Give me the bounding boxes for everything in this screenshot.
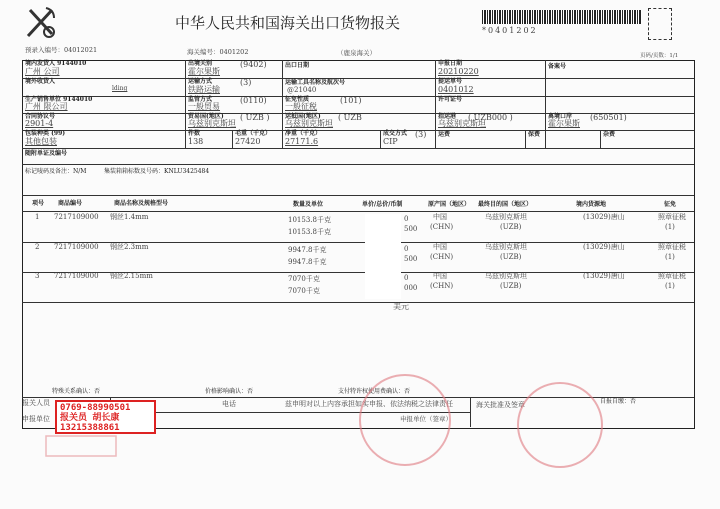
exit-port-value: 霍尔果斯 (188, 67, 220, 76)
transport-mode-value: 铁路运输 (188, 85, 220, 94)
goods-cell-levy: 照章征税 (658, 242, 686, 251)
producer-value: 广州 限公司 (25, 102, 68, 111)
goods-cell-qty1: 10153.8千克 (288, 216, 331, 224)
freight-label: 运费 (438, 131, 451, 138)
goods-cell-levy-code: (1) (665, 223, 675, 231)
col-header-source: 境内货源地 (576, 201, 607, 208)
exit-point-code: (650501) (590, 113, 627, 122)
dest-port-label: 指运港 (438, 113, 457, 120)
royalty: 支付特许权使用费确认：否 (338, 388, 411, 395)
col-header-levy: 征免 (664, 201, 677, 208)
barcode (482, 10, 642, 24)
document-title: 中华人民共和国海关出口货物报关 (175, 14, 401, 32)
net-label: 净重（千克） (285, 130, 322, 137)
seal-label: 申报单位（签章） (400, 415, 452, 423)
docs-label: 随附单证及编号 (25, 150, 68, 157)
goods-cell-no: 3 (35, 272, 40, 280)
goods-cell-total: 500 (404, 225, 418, 233)
goods-cell-origin: 中国 (433, 272, 447, 280)
contract-value: 2901-4 (25, 119, 54, 128)
gross-value: 27420 (235, 137, 261, 146)
pieces-value: 138 (188, 137, 204, 146)
exit-point-value: 霍尔果斯 (548, 119, 580, 128)
dest-country-value: 乌兹别克斯坦 (285, 119, 333, 128)
goods-cell-code: 7217109000 (54, 242, 99, 251)
declarant-label: 报关人员 (22, 399, 50, 407)
goods-cell-dest: 乌兹别克斯坦 (485, 242, 527, 251)
gross-label: 毛重（千克） (235, 130, 272, 137)
goods-cell-levy: 照章征税 (658, 213, 686, 221)
net-value: 27171.6 (285, 137, 319, 146)
misc-label: 杂费 (603, 131, 616, 138)
deal-code: (3) (415, 130, 427, 139)
barcode-text: *0401202 (482, 26, 538, 35)
goods-cell-no: 1 (35, 213, 40, 221)
pre-entry-number: 预录入编号：04012021 (25, 46, 98, 54)
supervision-label: 监管方式 (188, 96, 213, 103)
goods-cell-total: 000 (404, 284, 418, 292)
qr-code (648, 8, 672, 40)
transport-mode-label: 运输方式 (188, 78, 213, 85)
container-label: 集装箱箱标数及号码：KNLU3425484 (104, 168, 210, 175)
declare-date-label: 申报日期 (438, 60, 463, 67)
col-header-origin: 原产国（地区） (428, 201, 471, 208)
goods-cell-total: 500 (404, 254, 418, 263)
legal-statement: 兹申明对以上内容承担如实申报、依法纳税之法律责任 (285, 400, 453, 408)
unit-label: 申报单位 (22, 415, 50, 423)
goods-cell-levy: 照章征税 (658, 272, 686, 280)
insurance-label: 保费 (528, 131, 541, 138)
exit-port-code: (9402) (240, 60, 267, 69)
goods-cell-origin-code: (CHN) (430, 223, 454, 231)
goods-cell-qty1: 7070千克 (288, 275, 320, 283)
producer-label: 生产销售单位 9144010 (25, 96, 93, 103)
col-header-dest: 最终目的国（地区） (478, 201, 533, 208)
phone-label: 电话 (222, 400, 236, 408)
declarant-stamp (55, 400, 156, 434)
goods-cell-code: 7217109000 (54, 272, 99, 280)
consignee-label: 境外收货人 (25, 78, 56, 85)
special-relation: 特殊关系确认：否 (52, 388, 101, 395)
goods-cell-source: (13029)唐山 (583, 242, 625, 251)
deal-value: CIP (383, 137, 398, 146)
consignee-value: lding (112, 85, 128, 92)
levy-code: (101) (340, 96, 362, 105)
goods-cell-origin-code: (CHN) (430, 282, 454, 290)
goods-cell-code: 7217109000 (54, 213, 99, 221)
bl-value: 0401012 (438, 85, 474, 94)
col-header-name: 商品名称及规格型号 (114, 200, 169, 207)
contract-label: 合同协议号 (25, 113, 56, 120)
goods-cell-dest-code: (UZB) (500, 223, 522, 231)
col-header-qty: 数量及单位 (293, 201, 324, 208)
trade-country-value: 乌兹别克斯坦 (188, 119, 236, 128)
dest-country-code: ( UZB (338, 113, 362, 122)
goods-cell-source: (13029)唐山 (583, 213, 625, 221)
goods-cell-origin: 中国 (433, 213, 447, 221)
col-header-price: 单价/总价/币制 (362, 201, 403, 208)
seal-fragment-icon (46, 436, 116, 456)
goods-cell-qty2: 9947.8千克 (288, 257, 327, 266)
record-no-label: 备案号 (548, 63, 567, 70)
goods-cell-source: (13029)唐山 (583, 272, 625, 280)
levy-label: 征免性质 (285, 96, 310, 103)
transport-mode-code: (3) (240, 78, 252, 87)
deal-label: 成交方式 (383, 130, 408, 137)
goods-cell-price: 0 (404, 244, 409, 253)
goods-cell-levy-code: (1) (665, 282, 675, 290)
stamp-mobile: 13215388861 (60, 423, 120, 433)
shipper-label: 境内发货人 9144010 (25, 60, 87, 67)
package-label: 包装种类 (99) (25, 130, 66, 137)
goods-cell-levy-code: (1) (665, 252, 675, 261)
exit-port-label: 出境关别 (188, 60, 213, 67)
goods-cell-dest: 乌兹别克斯坦 (485, 213, 527, 221)
goods-cell-qty2: 7070千克 (288, 287, 320, 295)
currency: 美元 (393, 302, 409, 311)
goods-cell-price: 0 (404, 215, 409, 223)
dest-port-code: ( UZB000 ) (468, 113, 513, 122)
package-value: 其他包装 (25, 137, 57, 146)
price-impact: 价格影响确认：否 (205, 388, 254, 395)
goods-cell-price: 0 (404, 274, 409, 282)
page-info: 页码/页数：1/1 (640, 53, 679, 59)
trade-country-label: 贸易国(地区) (188, 113, 224, 120)
stamp-phone: 0769-88990501 (60, 403, 131, 413)
shipper-value: 广州 公司 (25, 67, 60, 76)
self-pay: 自报自缴：否 (600, 398, 637, 405)
dest-country-label: 运抵国(地区) (285, 113, 321, 120)
supervision-value: 一般贸易 (188, 102, 220, 111)
goods-cell-name: 钢丝2.15mm (110, 272, 153, 280)
customs-number: 海关编号：0401202 (187, 48, 249, 56)
vehicle-label: 运输工具名称及航次号 (285, 79, 346, 86)
trade-country-code: ( UZB ) (240, 113, 270, 122)
goods-cell-qty2: 10153.8千克 (288, 228, 331, 236)
pieces-label: 件数 (188, 130, 201, 137)
goods-cell-dest: 乌兹别克斯坦 (485, 272, 527, 280)
license-label: 许可证号 (438, 96, 463, 103)
goods-cell-name: 钢丝1.4mm (110, 213, 149, 221)
col-header-code: 商品编号 (58, 200, 83, 207)
vehicle-value: @21040 (287, 86, 317, 94)
goods-cell-dest-code: (UZB) (500, 282, 522, 290)
marks-label: 标记唛码及备注：N/M (25, 168, 87, 175)
goods-cell-dest-code: (UZB) (500, 252, 522, 261)
customs-office: （鹿泉海关） (337, 49, 376, 57)
customs-approval: 海关批准及签章 (476, 401, 525, 409)
customs-emblem-icon (22, 4, 58, 40)
exit-point-label: 离境口岸 (548, 113, 573, 120)
export-date-label: 出口日期 (285, 62, 310, 69)
declare-date-value: 20210220 (438, 67, 479, 76)
redaction (365, 214, 401, 299)
goods-cell-qty1: 9947.8千克 (288, 245, 327, 254)
levy-value: 一般征税 (285, 102, 317, 111)
stamp-name: 报关员 胡长康 (60, 413, 120, 423)
supervision-code: (0110) (240, 96, 267, 105)
dest-port-value: 乌兹别克斯坦 (438, 119, 486, 128)
goods-cell-no: 2 (35, 242, 40, 251)
bl-label: 提运单号 (438, 78, 463, 85)
col-header-no: 项号 (32, 200, 45, 207)
goods-cell-name: 钢丝2.3mm (110, 242, 149, 251)
goods-cell-origin: 中国 (433, 242, 447, 251)
goods-cell-origin-code: (CHN) (430, 252, 454, 261)
